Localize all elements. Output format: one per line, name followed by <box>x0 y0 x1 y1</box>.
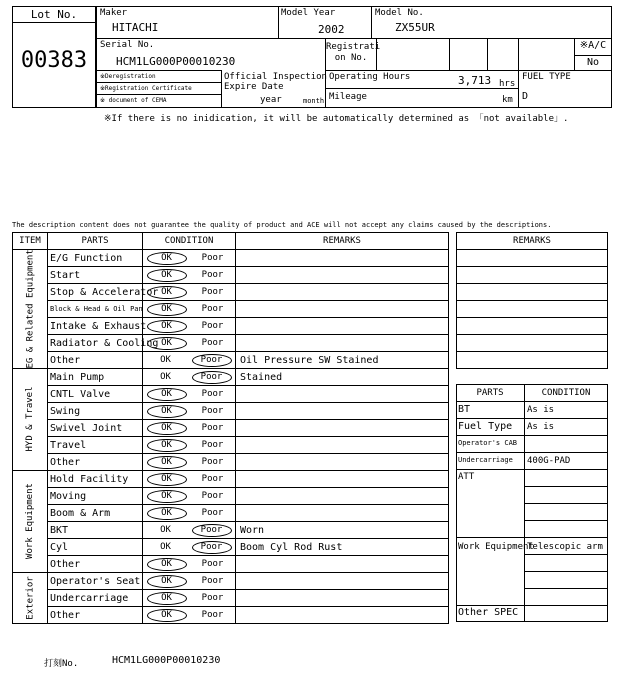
condition-cell <box>143 335 236 352</box>
item-group-label: EG & Related Equipment <box>25 248 35 368</box>
condition-ok-option: OK <box>147 439 187 452</box>
right-remarks-row <box>457 284 608 301</box>
part-name-cell: Swing <box>48 403 143 420</box>
condition-ok-option: OK <box>147 269 187 282</box>
part-name-cell: Main Pump <box>48 369 143 386</box>
part-name-cell: Other <box>48 454 143 471</box>
condition-cell <box>143 505 236 522</box>
condition-poor-option: Poor <box>201 388 224 399</box>
serial-label: Serial No. <box>100 40 155 50</box>
remark-cell <box>236 403 449 420</box>
condition-ok-option: OK <box>147 490 187 503</box>
condition-poor-option: Poor <box>201 558 224 569</box>
right-remarks-row <box>457 352 608 369</box>
km-unit: km <box>502 95 513 105</box>
condition-cell <box>143 386 236 403</box>
condition-poor-option: Poor <box>201 252 224 263</box>
maker-value: HITACHI <box>112 21 159 34</box>
condition-cell <box>143 556 236 573</box>
condition-ok-option: OK <box>160 524 171 535</box>
part-name-cell: Undercarriage <box>48 590 143 607</box>
right-part-undercarriage: Undercarriage <box>458 456 513 464</box>
remark-cell <box>236 437 449 454</box>
right-col-condition-header: CONDITION <box>541 388 591 398</box>
lot-label: Lot No. <box>30 8 78 21</box>
condition-cell <box>143 284 236 301</box>
part-name-cell: Stop & Accelerator <box>48 284 143 301</box>
remark-cell <box>236 505 449 522</box>
part-name-cell: Block & Head & Oil Pan <box>48 301 143 318</box>
part-name-cell: Intake & Exhaust <box>48 318 143 335</box>
part-name-cell: BKT <box>48 522 143 539</box>
part-name-cell: Boom & Arm <box>48 505 143 522</box>
table-row <box>13 505 449 522</box>
table-row <box>13 386 449 403</box>
condition-ok-option: OK <box>147 286 187 299</box>
right-col-parts-header: PARTS <box>476 388 504 398</box>
part-name-cell: Other <box>48 352 143 369</box>
maker-label: Maker <box>100 8 128 18</box>
table-row <box>13 454 449 471</box>
right-cond-work-equipment: Telescopic arm <box>527 542 603 552</box>
ac-label: ※A/C <box>579 40 607 51</box>
lot-number: 00383 <box>20 48 88 73</box>
stamp-number-label: 打刻No. <box>44 659 79 669</box>
table-row <box>13 437 449 454</box>
condition-cell <box>143 369 236 386</box>
fuel-type-label: FUEL TYPE <box>522 72 571 82</box>
condition-cell <box>143 454 236 471</box>
remark-cell: Boom Cyl Rod Rust <box>236 539 449 556</box>
remark-cell <box>236 386 449 403</box>
part-name-cell: Other <box>48 607 143 624</box>
operating-hours-value: 3,713 <box>458 74 492 87</box>
table-row <box>13 556 449 573</box>
year-label: year <box>260 95 282 105</box>
condition-poor-option: Poor <box>201 575 224 586</box>
condition-cell <box>143 403 236 420</box>
col-parts-header: PARTS <box>48 233 143 250</box>
condition-poor-option: Poor <box>201 422 224 433</box>
remark-cell <box>236 454 449 471</box>
condition-poor-option: Poor <box>201 609 224 620</box>
table-row <box>13 403 449 420</box>
col-item-header: ITEM <box>13 233 48 250</box>
inspection-label-1: Official Inspection <box>224 72 327 82</box>
right-remarks-row <box>457 301 608 318</box>
condition-cell <box>143 437 236 454</box>
condition-poor-option: Poor <box>201 320 224 331</box>
condition-cell <box>143 590 236 607</box>
right-remarks-table <box>456 232 608 369</box>
deregistration-label: ※Deregistration <box>100 73 156 80</box>
condition-ok-option: OK <box>160 354 171 365</box>
table-row <box>13 607 449 624</box>
condition-poor-option: Poor <box>201 507 224 518</box>
table-row <box>13 488 449 505</box>
remark-cell <box>236 267 449 284</box>
part-name-cell: Other <box>48 556 143 573</box>
condition-poor-option: Poor <box>192 524 232 537</box>
condition-cell <box>143 267 236 284</box>
part-name-cell: Start <box>48 267 143 284</box>
remark-cell <box>236 318 449 335</box>
table-row <box>13 471 449 488</box>
cema-document-label: ※ document of CEMA <box>100 97 167 104</box>
right-part-bt: BT <box>458 404 471 415</box>
condition-ok-option: OK <box>160 541 171 552</box>
condition-ok-option: OK <box>147 456 187 469</box>
remark-cell: Stained <box>236 369 449 386</box>
remark-cell <box>236 301 449 318</box>
month-label: month <box>303 97 325 105</box>
condition-cell <box>143 573 236 590</box>
table-row <box>13 318 449 335</box>
table-row <box>13 590 449 607</box>
part-name-cell: Hold Facility <box>48 471 143 488</box>
model-no-value: ZX55UR <box>395 21 435 34</box>
right-remarks-row <box>457 267 608 284</box>
col-condition-header: CONDITION <box>143 233 236 250</box>
condition-ok-option: OK <box>147 337 187 350</box>
condition-table <box>12 232 449 624</box>
condition-cell <box>143 471 236 488</box>
condition-ok-option: OK <box>147 388 187 401</box>
condition-ok-option: OK <box>147 303 187 316</box>
item-group-cell <box>13 573 48 624</box>
condition-poor-option: Poor <box>201 456 224 467</box>
condition-poor-option: Poor <box>201 439 224 450</box>
part-name-cell: Moving <box>48 488 143 505</box>
part-name-cell: Travel <box>48 437 143 454</box>
condition-poor-option: Poor <box>201 303 224 314</box>
condition-ok-option: OK <box>147 592 187 605</box>
mileage-label: Mileage <box>329 92 367 102</box>
remark-cell: Oil Pressure SW Stained <box>236 352 449 369</box>
part-name-cell: Operator's Seat <box>48 573 143 590</box>
remark-cell <box>236 471 449 488</box>
condition-cell <box>143 318 236 335</box>
right-part-fuel-type: Fuel Type <box>458 421 513 432</box>
condition-poor-option: Poor <box>201 473 224 484</box>
hrs-unit: hrs <box>499 79 516 89</box>
condition-ok-option: OK <box>160 371 171 382</box>
condition-ok-option: OK <box>147 320 187 333</box>
condition-cell <box>143 301 236 318</box>
item-group-label: HYD & Travel <box>25 386 35 452</box>
condition-ok-option: OK <box>147 558 187 571</box>
table-row <box>13 284 449 301</box>
remark-cell <box>236 284 449 301</box>
registration-label-1: Registrati <box>326 42 381 52</box>
condition-poor-option: Poor <box>201 269 224 280</box>
remark-cell <box>236 590 449 607</box>
remark-cell <box>236 607 449 624</box>
remark-cell <box>236 573 449 590</box>
right-part-att: ATT <box>458 472 475 482</box>
col-remarks-header: REMARKS <box>236 233 449 250</box>
availability-note: ※If there is no inidication, it will be automatically determined as 「not available」. <box>104 114 569 124</box>
model-no-label: Model No. <box>375 8 424 18</box>
remark-cell: Worn <box>236 522 449 539</box>
right-remarks-row <box>457 335 608 352</box>
remark-cell <box>236 335 449 352</box>
inspection-label-2: Expire Date <box>224 82 284 92</box>
condition-cell <box>143 352 236 369</box>
item-group-cell <box>13 369 48 471</box>
serial-value: HCM1LG000P00010230 <box>116 55 236 68</box>
condition-ok-option: OK <box>147 252 187 265</box>
part-name-cell: Cyl <box>48 539 143 556</box>
condition-poor-option: Poor <box>201 490 224 501</box>
right-part-other-spec: Other SPEC <box>458 607 519 618</box>
item-group-label: Work Equipment <box>25 483 35 559</box>
right-part-work-equipment: Work Equipment <box>458 542 534 552</box>
condition-ok-option: OK <box>147 422 187 435</box>
right-remarks-row <box>457 250 608 267</box>
registration-label-2: on No. <box>334 53 368 63</box>
condition-ok-option: OK <box>147 575 187 588</box>
table-row <box>13 539 449 556</box>
condition-poor-option: Poor <box>201 286 224 297</box>
remark-cell <box>236 488 449 505</box>
condition-poor-option: Poor <box>192 371 232 384</box>
model-year-label: Model Year <box>281 8 336 18</box>
part-name-cell: E/G Function <box>48 250 143 267</box>
condition-poor-option: Poor <box>201 592 224 603</box>
registration-certificate-label: ※Registration Certificate <box>100 85 192 92</box>
table-row <box>13 573 449 590</box>
condition-ok-option: OK <box>147 609 187 622</box>
condition-cell <box>143 539 236 556</box>
table-row <box>13 420 449 437</box>
right-part-operators-cab: Operator's CAB <box>458 439 518 447</box>
table-row <box>13 369 449 386</box>
table-row <box>13 352 449 369</box>
condition-ok-option: OK <box>147 405 187 418</box>
table-row <box>13 250 449 267</box>
condition-poor-option: Poor <box>201 405 224 416</box>
right-remarks-row <box>457 318 608 335</box>
right-cond-bt: As is <box>527 405 555 415</box>
item-group-cell <box>13 471 48 573</box>
model-year-value: 2002 <box>318 23 345 36</box>
condition-cell <box>143 250 236 267</box>
part-name-cell: Radiator & Cooling <box>48 335 143 352</box>
table-row <box>13 301 449 318</box>
condition-cell <box>143 420 236 437</box>
part-name-cell: Swivel Joint <box>48 420 143 437</box>
table-row <box>13 335 449 352</box>
operating-hours-label: Operating Hours <box>329 72 411 82</box>
table-row <box>13 267 449 284</box>
condition-cell <box>143 522 236 539</box>
condition-cell <box>143 607 236 624</box>
right-cond-fuel-type: As is <box>527 422 555 432</box>
item-group-cell <box>13 250 48 369</box>
item-group-label: Exterior <box>25 575 35 620</box>
part-name-cell: CNTL Valve <box>48 386 143 403</box>
disclaimer-text: The description content does not guarantee the quality of product and ACE will not accept any claims caused by the descriptions. <box>12 221 552 229</box>
remark-cell <box>236 250 449 267</box>
condition-poor-option: Poor <box>192 541 232 554</box>
condition-ok-option: OK <box>147 473 187 486</box>
condition-poor-option: Poor <box>201 337 224 348</box>
remark-cell <box>236 420 449 437</box>
condition-poor-option: Poor <box>192 354 232 367</box>
fuel-type-value: D <box>522 91 529 102</box>
table-row <box>13 522 449 539</box>
right-cond-undercarriage: 400G-PAD <box>527 456 571 466</box>
right-remarks-header: REMARKS <box>457 233 608 250</box>
remark-cell <box>236 556 449 573</box>
ac-value: No <box>586 57 600 68</box>
condition-cell <box>143 488 236 505</box>
condition-ok-option: OK <box>147 507 187 520</box>
stamp-number-value: HCM1LG000P00010230 <box>112 655 221 666</box>
